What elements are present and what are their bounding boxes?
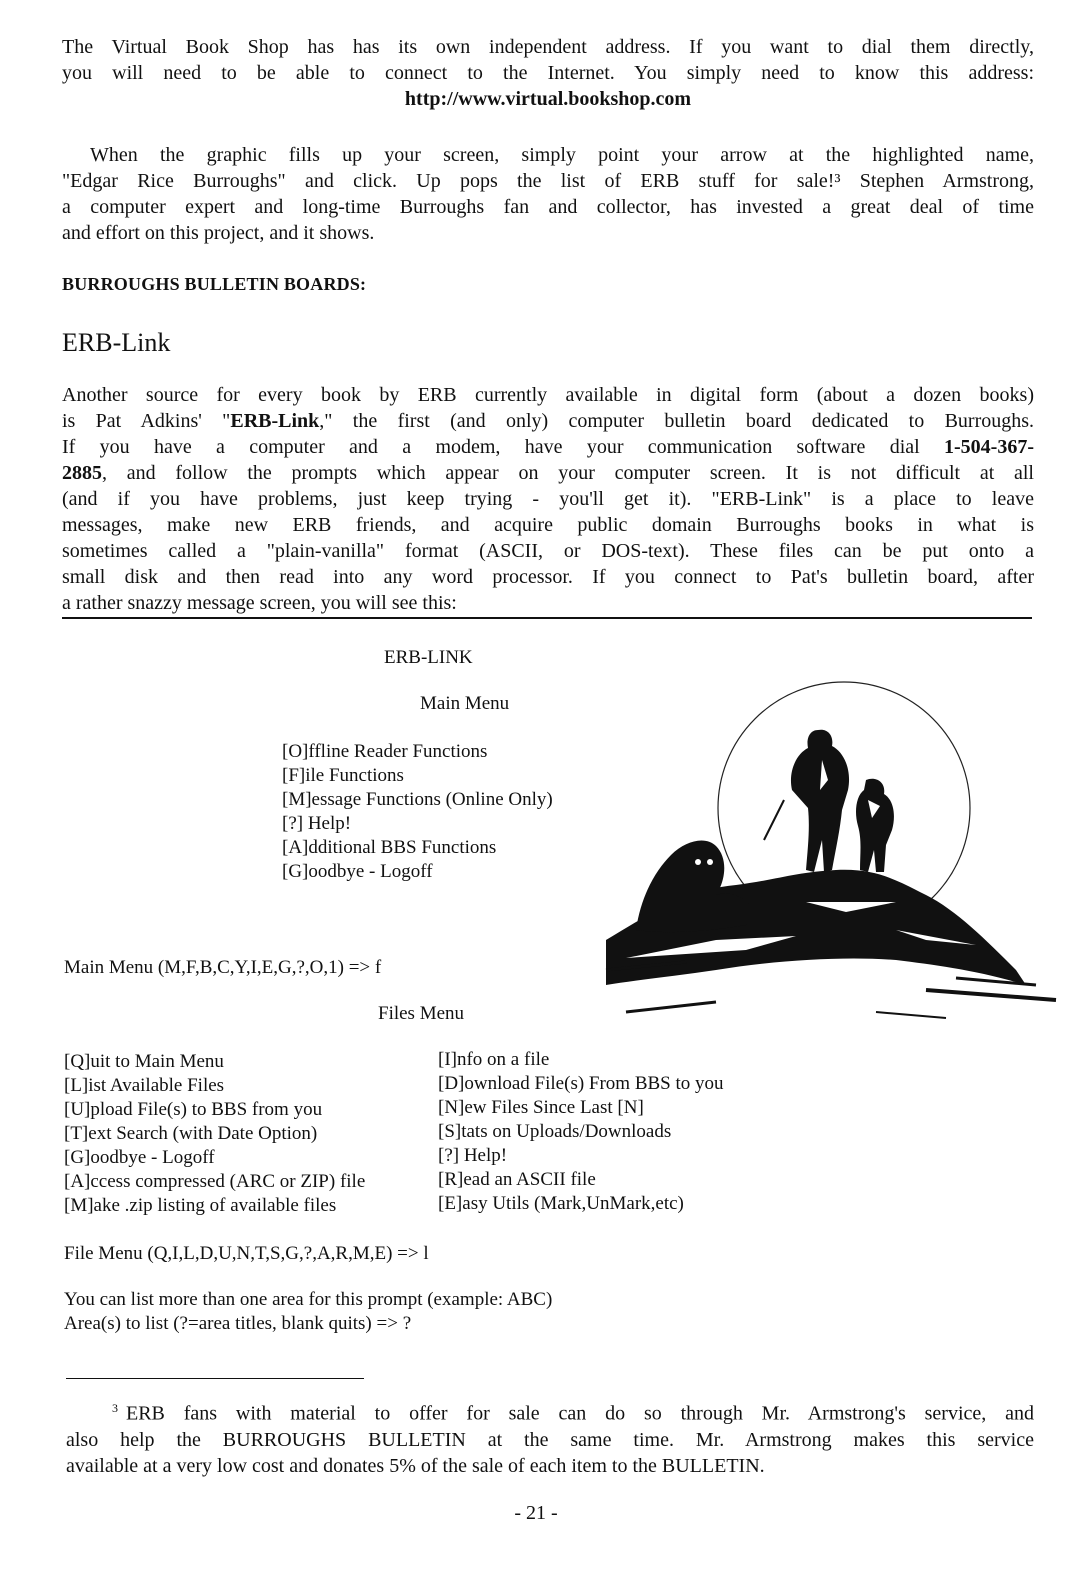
files-menu-item: [N]ew Files Since Last [N] <box>438 1097 644 1118</box>
paragraph-line: a computer expert and long-time Burroughs fan and collector, has invested a great deal of time <box>62 196 1034 218</box>
files-menu-item: [A]ccess compressed (ARC or ZIP) file <box>64 1171 366 1192</box>
files-menu-right-column <box>438 1048 724 1216</box>
paragraph-line: messages, make new ERB friends, and acquire public domain Burroughs books in what is <box>62 514 1034 536</box>
bbs-title: ERB-LINK <box>384 647 473 668</box>
files-menu-item: [I]nfo on a file <box>438 1049 550 1070</box>
files-menu-item: [?] Help! <box>438 1145 508 1166</box>
paragraph-line: If you have a computer and a modem, have your communication software dial 1-504-367- <box>62 436 1034 458</box>
main-menu-item: [O]ffline Reader Functions <box>282 741 488 762</box>
files-menu-item: [G]oodbye - Logoff <box>64 1147 215 1168</box>
area-instruction: You can list more than one area for this prompt (example: ABC) <box>64 1289 553 1310</box>
subheading: ERB-Link <box>62 328 171 357</box>
erblink-paragraph <box>62 382 1034 616</box>
main-menu-list <box>282 740 553 884</box>
main-menu-item: [A]dditional BBS Functions <box>282 837 497 858</box>
files-menu-title: Files Menu <box>378 1003 465 1024</box>
paragraph-line: sometimes called a "plain-vanilla" format (ASCII, or DOS-text). These files can be put onto a <box>62 540 1034 562</box>
footnote-rule <box>66 1378 364 1379</box>
files-menu-item: [L]ist Available Files <box>64 1075 225 1096</box>
web-address: http://www.virtual.bookshop.com <box>404 88 692 110</box>
footnote <box>66 1395 1034 1479</box>
paragraph-line: "Edgar Rice Burroughs" and click. Up pops the list of ERB stuff for sale!³ Stephen Armstrong, <box>62 170 1034 192</box>
intro-line: The Virtual Book Shop has has its own independent address. If you want to dial them directly, <box>62 36 1034 58</box>
footnote-line: also help the BURROUGHS BULLETIN at the same time. Mr. Armstrong makes this service <box>66 1428 1034 1451</box>
area-prompt: Area(s) to list (?=area titles, blank quits) => ? <box>64 1313 412 1334</box>
footnote-line: available at a very low cost and donates 5% of the sale of each item to the BULLETIN. <box>66 1454 765 1477</box>
divider-rule <box>62 617 1032 619</box>
files-menu-item: [U]pload File(s) to BBS from you <box>64 1099 323 1120</box>
files-menu-item: [T]ext Search (with Date Option) <box>64 1123 318 1144</box>
main-menu-item: [F]ile Functions <box>282 765 404 786</box>
paragraph-line: 2885, and follow the prompts which appear on your computer screen. It is not difficult at all <box>62 462 1034 484</box>
files-menu-item: [E]asy Utils (Mark,UnMark,etc) <box>438 1193 684 1214</box>
paragraph-line: a rather snazzy message screen, you will see this: <box>62 592 457 614</box>
footnote-line: $^3$ ERB fans with material to offer for sale can do so through Mr. Armstrong's service, and <box>112 1401 1034 1425</box>
phone-number-part1: 1-504-367- <box>944 436 1034 458</box>
erb-link-name: ERB-Link <box>230 410 320 432</box>
file-menu-prompt: File Menu (Q,I,L,D,U,N,T,S,G,?,A,R,M,E) => l <box>64 1243 429 1264</box>
files-menu-item: [S]tats on Uploads/Downloads <box>438 1121 672 1142</box>
tarzan-illustration <box>596 640 1058 1030</box>
files-menu-item: [M]ake .zip listing of available files <box>64 1195 337 1216</box>
paragraph-line: is Pat Adkins' "ERB-Link," the first (and only) computer bulletin board dedicated to Burroughs. <box>62 410 1035 432</box>
main-menu-item: [M]essage Functions (Online Only) <box>282 789 553 810</box>
footnote-marker: 3 <box>112 1401 118 1415</box>
files-menu-left-column <box>64 1050 365 1218</box>
paragraph-line: Another source for every book by ERB currently available in digital form (about a dozen books) <box>62 384 1034 406</box>
main-menu-prompt: Main Menu (M,F,B,C,Y,I,E,G,?,O,1) => f <box>64 957 382 978</box>
phone-number-part2: 2885 <box>62 462 102 484</box>
files-menu-item: [R]ead an ASCII file <box>438 1169 596 1190</box>
files-menu-item: [Q]uit to Main Menu <box>64 1051 224 1072</box>
section-heading: BURROUGHS BULLETIN BOARDS: <box>62 274 367 294</box>
main-menu-item: [G]oodbye - Logoff <box>282 861 433 882</box>
paragraph-line: and effort on this project, and it shows. <box>62 222 375 244</box>
main-menu-item: [?] Help! <box>282 813 352 834</box>
page-number: - 21 - <box>514 1502 558 1524</box>
graphic-paragraph <box>62 142 1034 246</box>
main-menu-title: Main Menu <box>420 693 510 714</box>
intro-line: you will need to be able to connect to the Internet. You simply need to know this address: <box>62 62 1034 84</box>
paragraph-line: (and if you have problems, just keep trying - you'll get it). "ERB-Link" is a place to leave <box>62 488 1034 510</box>
intro-paragraph <box>62 34 1034 112</box>
paragraph-line: small disk and then read into any word processor. If you connect to Pat's bulletin board, after <box>62 566 1034 588</box>
paragraph-line: When the graphic fills up your screen, simply point your arrow at the highlighted name, <box>90 144 1034 166</box>
files-menu-item: [D]ownload File(s) From BBS to you <box>438 1073 724 1094</box>
